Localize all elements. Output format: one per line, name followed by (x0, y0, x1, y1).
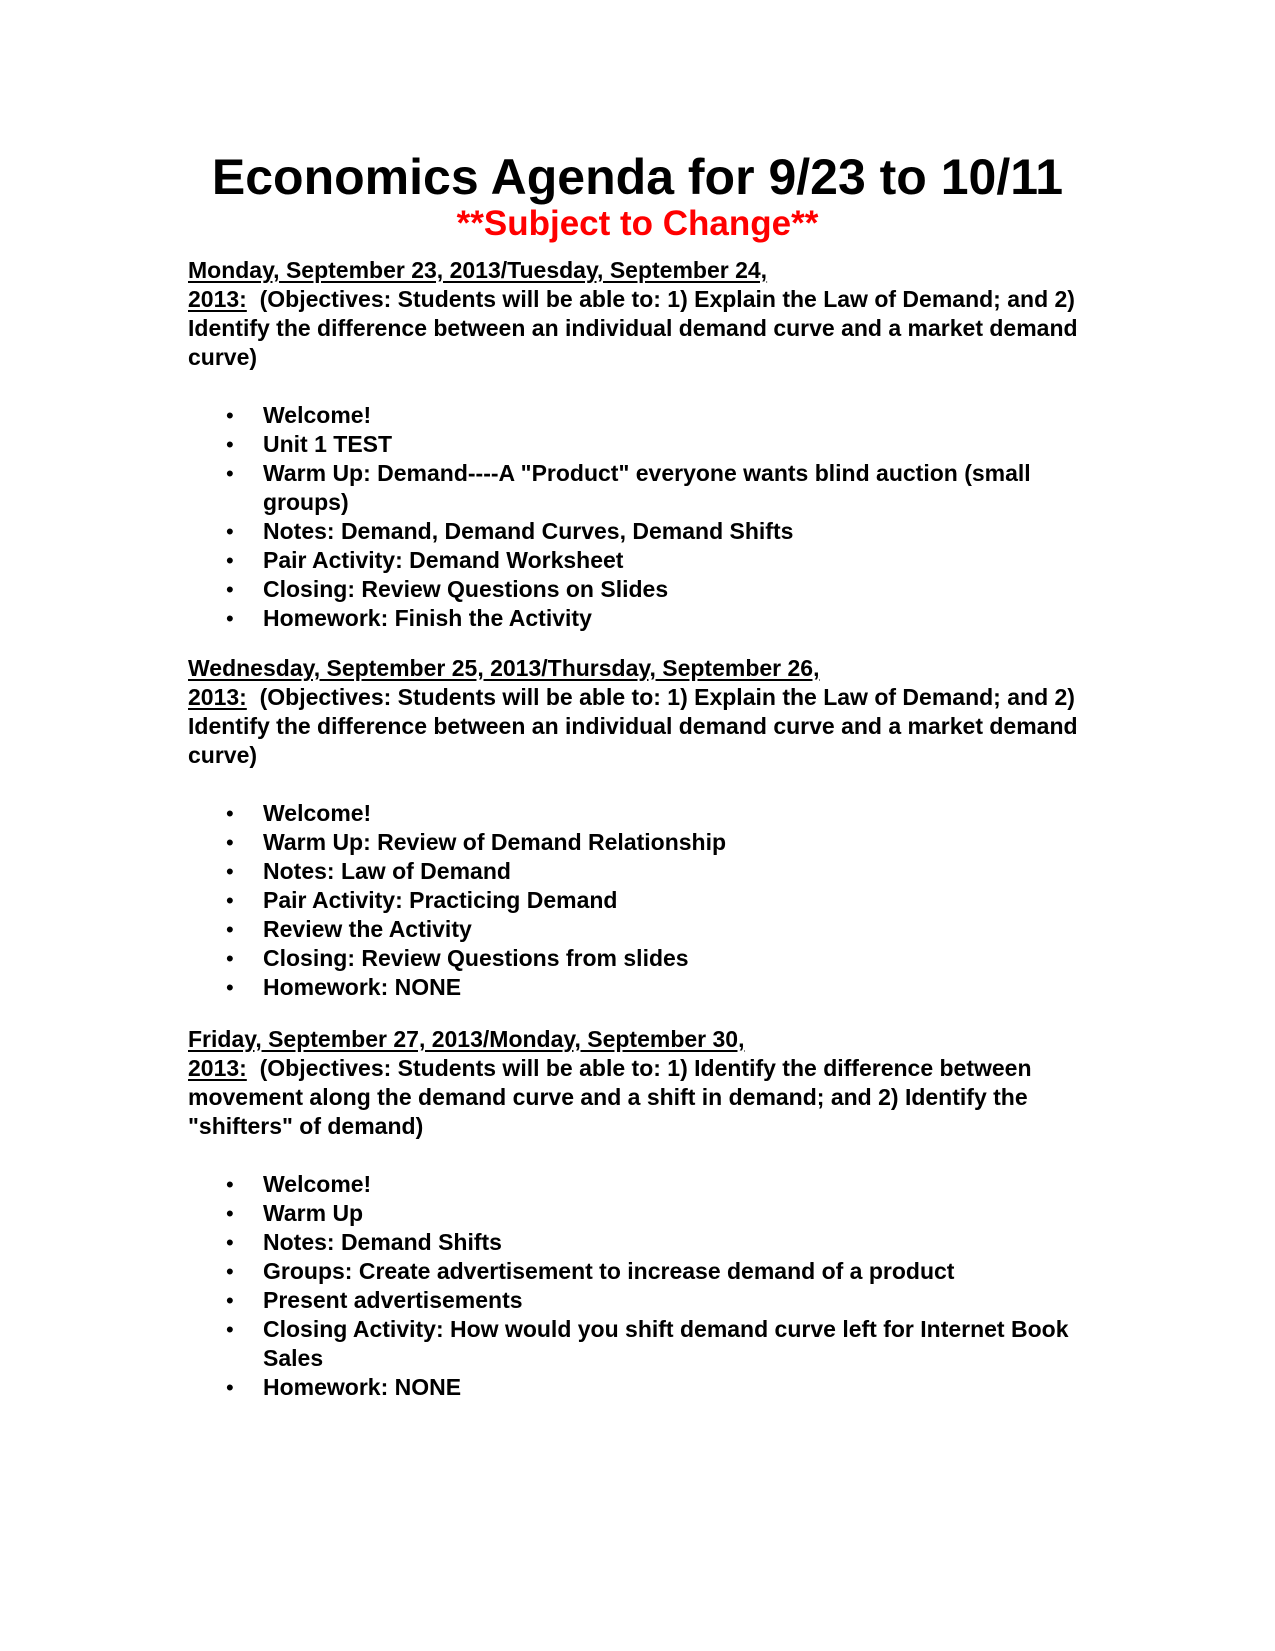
bullet-dot-icon: • (226, 975, 234, 1000)
bullet-dot-icon: • (226, 403, 234, 428)
bullet-dot-icon: • (226, 1375, 234, 1400)
agenda-list (188, 1170, 1108, 1402)
list-item: • Warm Up (226, 1200, 364, 1226)
section-header (188, 654, 1108, 770)
section-objectives: (Objectives: Students will be able to: 1) Explain the Law of Demand; and 2) Identify the difference between an individual demand curve and a market demand curve) (188, 684, 1078, 768)
list-item: • Review the Activity (226, 916, 472, 942)
list-item: • Homework: NONE (226, 974, 462, 1000)
bullet-dot-icon: • (226, 1172, 234, 1197)
bullet-dot-icon: • (226, 577, 234, 602)
bullet-dot-icon: • (226, 859, 234, 884)
bullet-dot-icon: • (226, 917, 234, 942)
agenda-list (188, 799, 1108, 1002)
list-item: • Homework: NONE (226, 1374, 462, 1400)
bullet-dot-icon: • (226, 519, 234, 544)
agenda-list (188, 401, 1108, 633)
list-item: • Notes: Demand Shifts (226, 1229, 502, 1255)
list-item: • Present advertisements (226, 1287, 523, 1313)
section-date: Monday, September 23, 2013/Tuesday, September 24, (188, 257, 768, 283)
list-item: • Closing: Review Questions on Slides (226, 576, 669, 602)
list-item: • Groups: Create advertisement to increase demand of a product (226, 1258, 955, 1284)
list-item: • Welcome! (226, 1171, 372, 1197)
list-item: • Pair Activity: Practicing Demand (226, 887, 618, 913)
bullet-dot-icon: • (226, 830, 234, 855)
bullet-dot-icon: • (226, 1230, 234, 1255)
agenda-section-1 (188, 256, 1108, 633)
agenda-section-2 (188, 654, 1108, 1002)
list-item: • Welcome! (226, 402, 372, 428)
bullet-dot-icon: • (226, 606, 234, 631)
section-date-year: 2013: (188, 1055, 247, 1081)
bullet-dot-icon: • (226, 432, 234, 457)
bullet-dot-icon: • (226, 946, 234, 971)
bullet-dot-icon: • (226, 888, 234, 913)
list-item: • Homework: Finish the Activity (226, 605, 592, 631)
section-header (188, 256, 1108, 372)
section-date: Wednesday, September 25, 2013/Thursday, September 26, (188, 655, 820, 681)
list-item: • Warm Up: Review of Demand Relationship (226, 829, 727, 855)
bullet-dot-icon: • (226, 1201, 234, 1226)
bullet-dot-icon: • (226, 548, 234, 573)
list-item: • Closing: Review Questions from slides (226, 945, 689, 971)
section-objectives: (Objectives: Students will be able to: 1) Identify the difference between movement along the demand curve and a shift in demand; and 2) Identify the "shifters" of demand) (188, 1055, 1032, 1139)
section-date-year: 2013: (188, 684, 247, 710)
list-item: • Closing Activity: How would you shift demand curve left for Internet Book Sales (226, 1316, 1069, 1371)
section-date: Friday, September 27, 2013/Monday, September 30, (188, 1026, 745, 1052)
bullet-dot-icon: • (226, 461, 234, 486)
list-item: • Welcome! (226, 800, 372, 826)
bullet-dot-icon: • (226, 801, 234, 826)
list-item: • Pair Activity: Demand Worksheet (226, 547, 624, 573)
list-item: • Warm Up: Demand----A "Product" everyone wants blind auction (small groups) (226, 460, 1031, 515)
bullet-dot-icon: • (226, 1317, 234, 1342)
bullet-dot-icon: • (226, 1259, 234, 1284)
list-item: • Notes: Law of Demand (226, 858, 511, 884)
list-item: • Notes: Demand, Demand Curves, Demand Shifts (226, 518, 794, 544)
section-header (188, 1025, 1108, 1141)
page-title: Economics Agenda for 9/23 to 10/11 (211, 149, 1064, 205)
bullet-dot-icon: • (226, 1288, 234, 1313)
section-date-year: 2013: (188, 286, 247, 312)
agenda-section-3 (188, 1025, 1108, 1402)
list-item: • Unit 1 TEST (226, 431, 393, 457)
subtitle-notice: **Subject to Change** (456, 204, 819, 243)
section-objectives: (Objectives: Students will be able to: 1) Explain the Law of Demand; and 2) Identify the difference between an individual demand curve and a market demand curve) (188, 286, 1078, 370)
